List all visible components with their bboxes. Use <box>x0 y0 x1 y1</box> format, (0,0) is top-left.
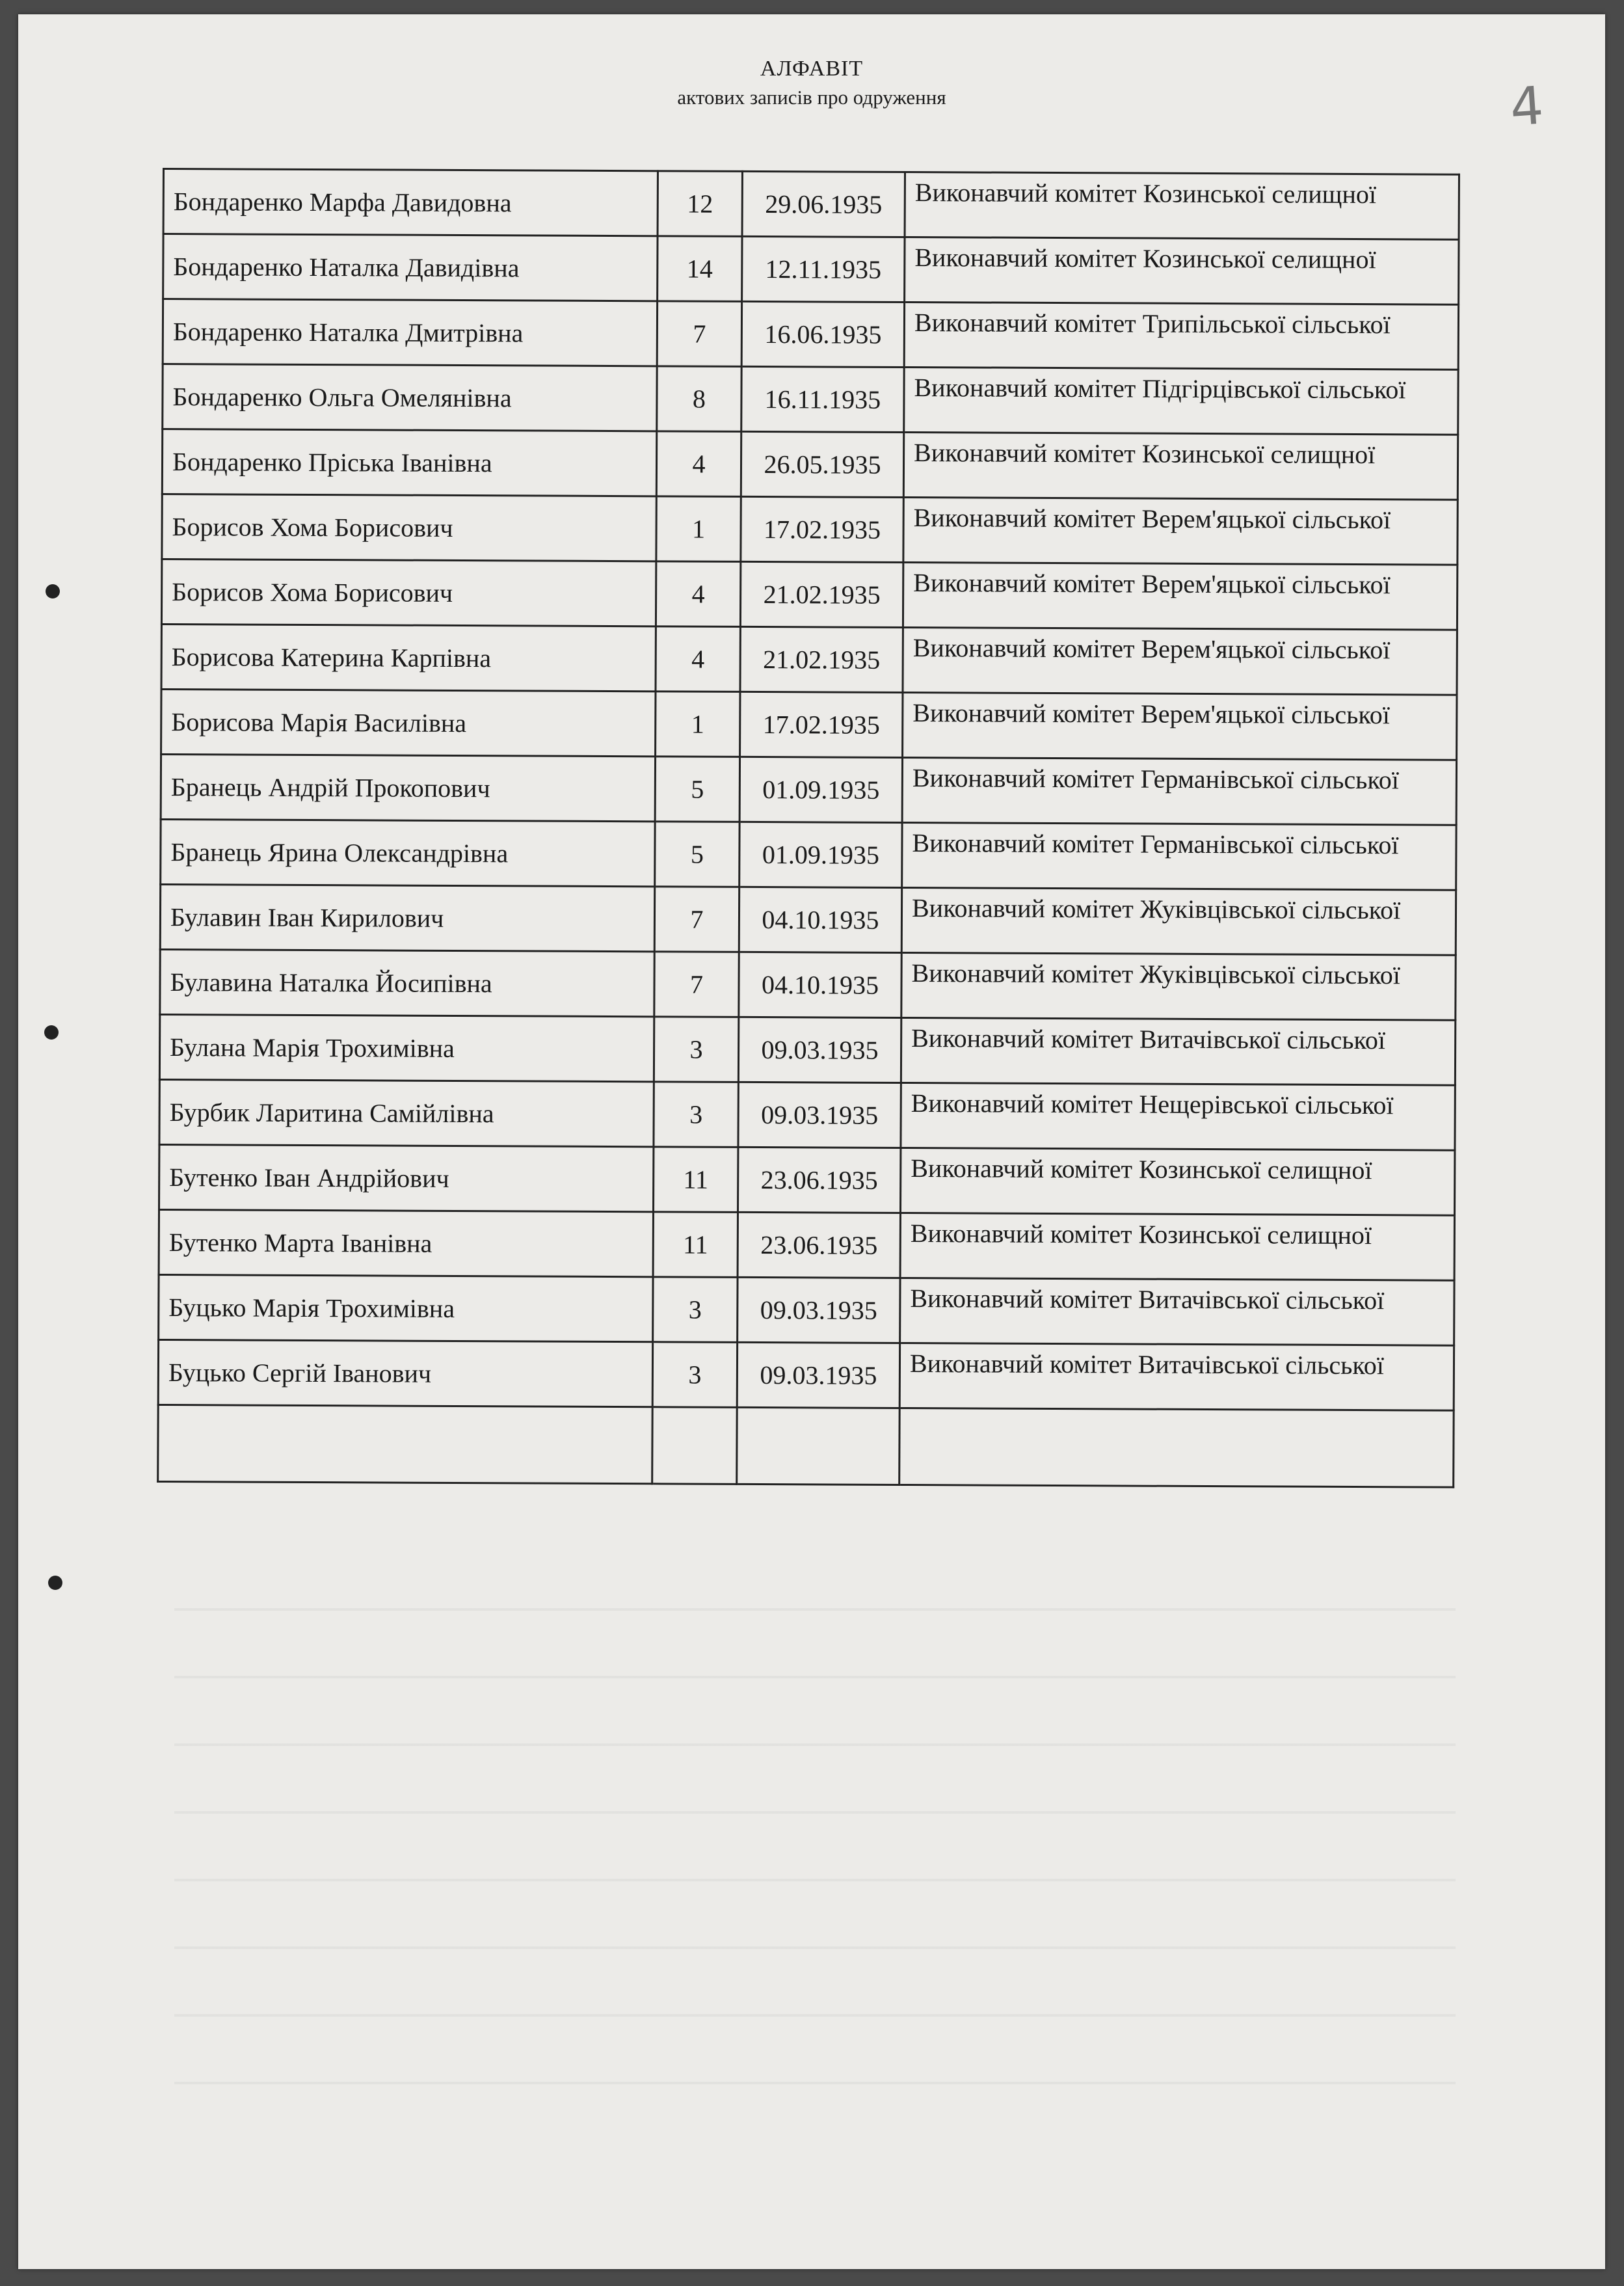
record-number-cell: 7 <box>657 301 741 367</box>
table-row <box>161 754 1456 825</box>
record-name-cell: Борисова Катерина Карпівна <box>161 624 656 691</box>
record-office-cell: Виконавчий комітет Верем'яцької сільської <box>903 562 1457 630</box>
record-number-cell: 4 <box>656 431 741 497</box>
table-row <box>163 169 1459 240</box>
record-name-cell: Бранець Андрій Прокопович <box>161 754 655 821</box>
table-row <box>161 624 1457 695</box>
table-row <box>159 1274 1454 1345</box>
record-date-cell: 21.02.1935 <box>740 561 903 627</box>
document-page <box>18 14 1605 2269</box>
record-name-cell: Буцько Марія Трохимівна <box>159 1274 653 1341</box>
empty-cell <box>158 1405 653 1483</box>
records-body <box>158 169 1459 1488</box>
table-row <box>159 1209 1454 1280</box>
record-office-cell: Виконавчий комітет Нещерівської сільської <box>901 1082 1455 1150</box>
record-office-cell: Виконавчий комітет Верем'яцької сільської <box>903 497 1458 565</box>
empty-table-row <box>158 1405 1454 1487</box>
record-number-cell: 1 <box>656 692 740 757</box>
table-row <box>161 819 1456 890</box>
empty-cell <box>899 1408 1454 1487</box>
record-date-cell: 12.11.1935 <box>742 236 905 302</box>
record-office-cell: Виконавчий комітет Козинської селищної <box>905 237 1459 304</box>
record-number-cell: 3 <box>653 1277 738 1343</box>
record-office-cell: Виконавчий комітет Витачівської сільської <box>900 1278 1454 1345</box>
record-number-cell: 8 <box>657 366 741 432</box>
record-office-cell: Виконавчий комітет Витачівської сільської <box>901 1017 1455 1085</box>
empty-cell <box>652 1407 738 1485</box>
record-office-cell: Виконавчий комітет Жуківцівської сільської <box>901 887 1456 955</box>
table-row <box>158 1339 1454 1410</box>
record-office-cell: Виконавчий комітет Витачівської сільської <box>899 1343 1454 1410</box>
table-row <box>163 364 1458 435</box>
record-number-cell: 4 <box>656 561 740 627</box>
record-office-cell: Виконавчий комітет Жуківцівської сільської <box>901 952 1456 1020</box>
record-office-cell: Виконавчий комітет Козинської селищної <box>900 1213 1454 1280</box>
record-date-cell: 09.03.1935 <box>738 1277 900 1343</box>
record-date-cell: 04.10.1935 <box>739 952 901 1017</box>
table-row <box>159 1014 1455 1085</box>
record-date-cell: 23.06.1935 <box>738 1212 900 1278</box>
record-date-cell: 16.11.1935 <box>741 366 904 432</box>
record-number-cell: 3 <box>654 1017 738 1082</box>
record-name-cell: Бондаренко Ольга Омелянівна <box>163 364 657 431</box>
record-date-cell: 26.05.1935 <box>741 431 903 497</box>
record-date-cell: 17.02.1935 <box>741 496 903 562</box>
record-date-cell: 16.06.1935 <box>741 301 904 367</box>
empty-cell <box>737 1407 900 1485</box>
record-name-cell: Бурбик Ларитина Самійлівна <box>159 1079 654 1146</box>
record-date-cell: 21.02.1935 <box>740 626 903 692</box>
record-number-cell: 1 <box>656 496 741 562</box>
record-number-cell: 5 <box>655 822 739 887</box>
document-subtitle: актових записів про одруження <box>677 86 946 109</box>
binding-hole-mark <box>46 584 60 598</box>
record-name-cell: Булана Марія Трохимівна <box>159 1014 654 1081</box>
record-number-cell: 7 <box>654 952 739 1017</box>
record-date-cell: 09.03.1935 <box>737 1342 899 1408</box>
table-row <box>159 1144 1455 1215</box>
record-name-cell: Булавина Наталка Йосипівна <box>160 949 654 1016</box>
handwritten-page-number: 4 <box>1508 75 1546 138</box>
binding-hole-mark <box>48 1576 62 1590</box>
marriage-records-table <box>157 168 1460 1488</box>
table-row <box>161 689 1457 760</box>
table-row <box>159 1079 1455 1150</box>
record-office-cell: Виконавчий комітет Козинської селищної <box>903 432 1458 500</box>
record-office-cell: Виконавчий комітет Верем'яцької сільської <box>903 692 1457 760</box>
record-office-cell: Виконавчий комітет Трипільської сільської <box>904 302 1458 370</box>
record-office-cell: Виконавчий комітет Підгірцівської сільської <box>904 367 1458 435</box>
record-name-cell: Булавин Іван Кирилович <box>160 884 654 951</box>
record-number-cell: 7 <box>654 887 739 952</box>
table-row <box>163 299 1458 370</box>
record-number-cell: 14 <box>658 236 742 302</box>
record-office-cell: Виконавчий комітет Козинської селищної <box>905 172 1459 239</box>
record-name-cell: Борисова Марія Василівна <box>161 689 656 756</box>
record-date-cell: 23.06.1935 <box>738 1147 901 1213</box>
record-date-cell: 04.10.1935 <box>739 887 901 952</box>
record-date-cell: 29.06.1935 <box>742 171 905 237</box>
record-number-cell: 3 <box>654 1082 738 1148</box>
record-date-cell: 09.03.1935 <box>738 1082 901 1148</box>
record-number-cell: 3 <box>652 1342 737 1408</box>
record-name-cell: Бондаренко Марфа Давидовна <box>163 169 658 236</box>
record-number-cell: 12 <box>658 171 742 237</box>
document-title: АЛФАВІТ <box>760 57 864 81</box>
table-row <box>160 884 1456 955</box>
record-name-cell: Бондаренко Наталка Дмитрівна <box>163 299 657 366</box>
record-office-cell: Виконавчий комітет Верем'яцької сільської <box>903 627 1457 695</box>
table-row <box>163 234 1459 305</box>
record-name-cell: Бранець Ярина Олександрівна <box>161 819 655 886</box>
record-name-cell: Бондаренко Пріська Іванівна <box>162 429 656 496</box>
table-row <box>162 494 1458 565</box>
table-row <box>161 559 1457 630</box>
record-name-cell: Бутенко Марта Іванівна <box>159 1209 653 1276</box>
record-number-cell: 11 <box>654 1147 738 1213</box>
record-number-cell: 11 <box>653 1212 738 1278</box>
record-name-cell: Борисов Хома Борисович <box>162 494 656 561</box>
record-number-cell: 4 <box>656 626 740 692</box>
binding-hole-mark <box>44 1025 59 1040</box>
record-number-cell: 5 <box>655 757 739 822</box>
record-name-cell: Бутенко Іван Андрійович <box>159 1144 654 1211</box>
record-office-cell: Виконавчий комітет Козинської селищної <box>901 1148 1455 1215</box>
record-date-cell: 01.09.1935 <box>739 822 902 887</box>
record-date-cell: 09.03.1935 <box>738 1017 901 1082</box>
table-row <box>160 949 1456 1020</box>
record-office-cell: Виконавчий комітет Германівської сільської <box>902 757 1456 825</box>
table-row <box>162 429 1458 500</box>
record-date-cell: 01.09.1935 <box>739 757 902 822</box>
bleed-through-shadow <box>174 1543 1456 2129</box>
record-date-cell: 17.02.1935 <box>740 692 903 757</box>
record-name-cell: Борисов Хома Борисович <box>161 559 656 626</box>
record-name-cell: Бондаренко Наталка Давидівна <box>163 234 658 301</box>
record-office-cell: Виконавчий комітет Германівської сільської <box>902 822 1456 890</box>
record-name-cell: Буцько Сергій Іванович <box>158 1339 652 1406</box>
